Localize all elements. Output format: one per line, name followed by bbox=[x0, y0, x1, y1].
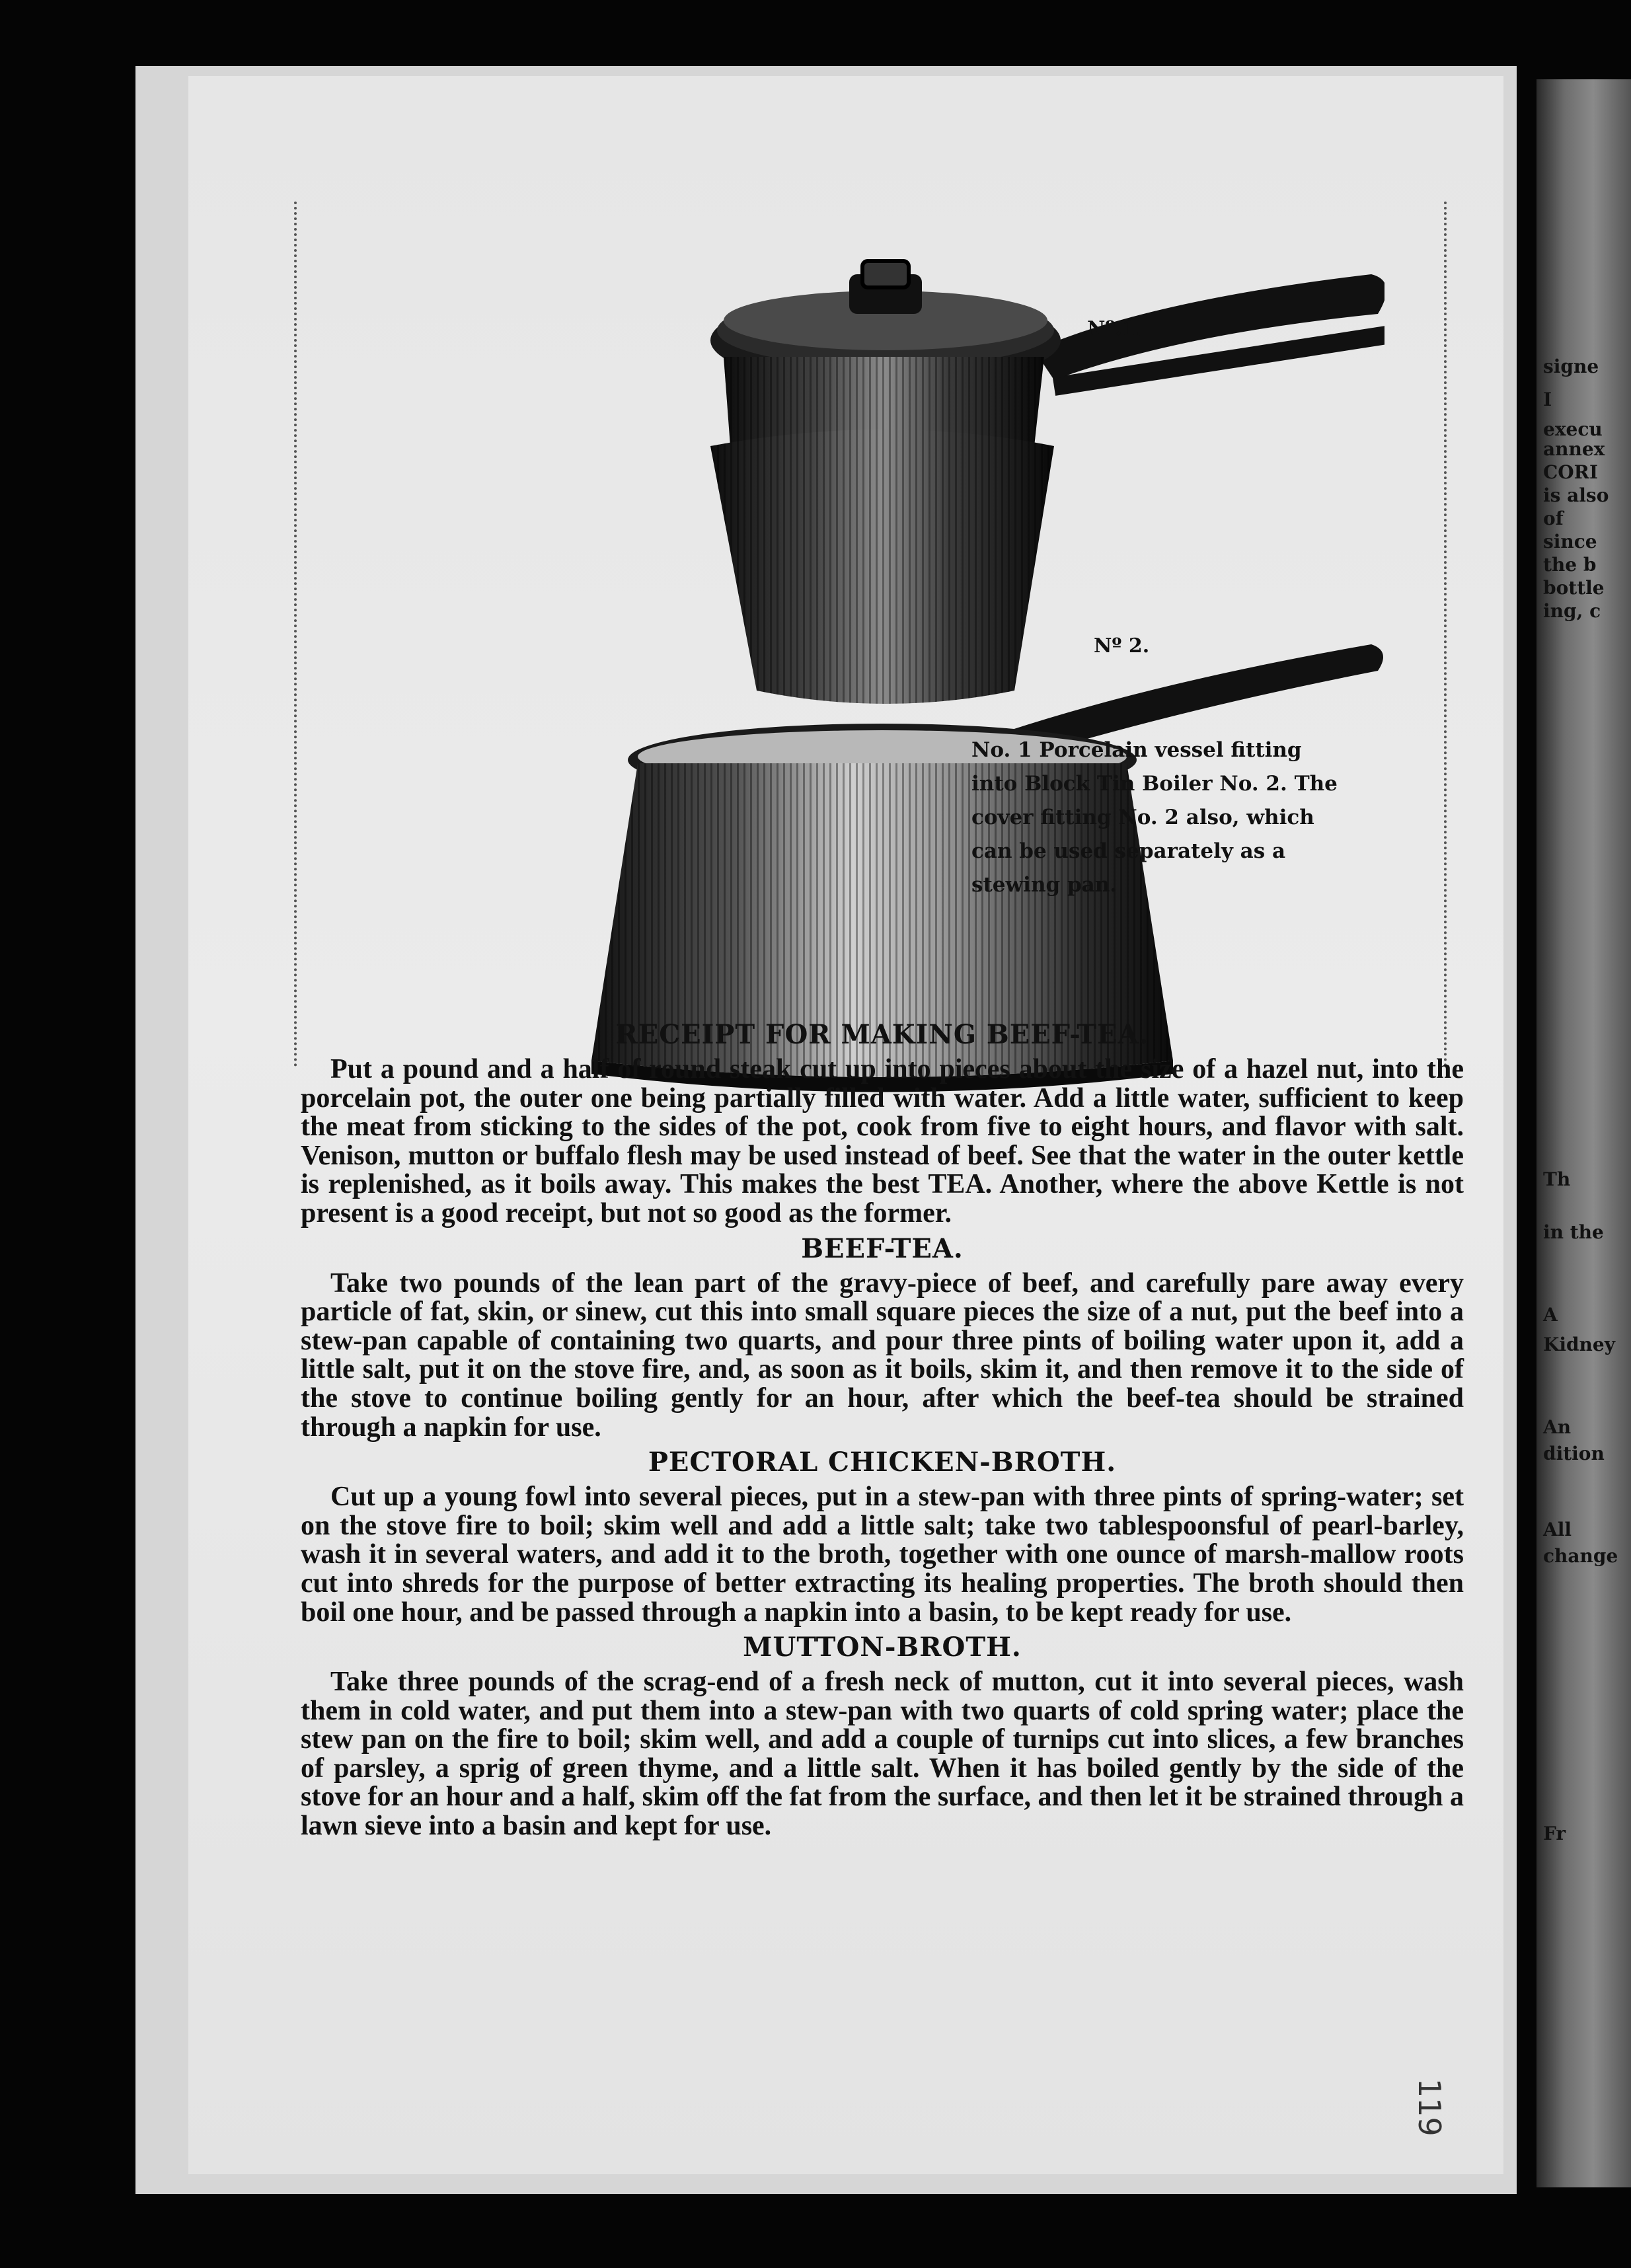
section-receipt-beef-tea bbox=[301, 1014, 1464, 1228]
facing-page-fragment: I bbox=[1543, 389, 1552, 410]
facing-page-fragment: A bbox=[1543, 1304, 1558, 1326]
section-heading: PECTORAL CHICKEN-BROTH. bbox=[648, 1447, 1117, 1478]
facing-page-fragment: Kidney bbox=[1543, 1334, 1615, 1355]
section-text: Take two pounds of the lean part of the gravy-piece of beef, and carefully pare away every particle of fat, skin, or sinew, cut this into small square pieces the size of a nut, put the beef into a stew-pan capable of containing two quarts, and pour three pints of boiling water upon it, add a little salt, put it on the stove fire, and, as soon as it boils, skim it, and then remove it to the side of the stove to continue boiling gently for an hour, after which the beef-tea should be strained through a napkin for use. bbox=[301, 1267, 1464, 1443]
section-mutton-broth bbox=[301, 1627, 1464, 1841]
facing-page-fragment: dition bbox=[1543, 1443, 1605, 1464]
illustration-caption: No. 1 Porcelain vessel fitting into Block Tin Boiler No. 2. The cover fitting No. 2 also, which can be used separately as a stewing pan. bbox=[971, 738, 1338, 897]
margin-page-note: 119 bbox=[1412, 2078, 1447, 2136]
section-beef-tea bbox=[301, 1228, 1464, 1443]
facing-page-fragment: Th bbox=[1543, 1168, 1571, 1190]
section-text: Put a pound and a half of round steak cut up into pieces about the size of a hazel nut, into the porcelain pot, the outer one being partially filled with water. Add a little water, sufficient to keep the meat from sticking to the sides of the pot, cook from five to eight hours, and flavor with salt. Venison, mutton or buffalo flesh may be used instead of beef. See that the water in the outer kettle is replenished, as it boils away. This makes the best TEA. Another, where the above Kettle is not present is a good receipt, but not so good as the former. bbox=[301, 1054, 1464, 1228]
facing-page-fragment: execu bbox=[1543, 418, 1603, 440]
facing-page-fragment: ing, c bbox=[1543, 600, 1601, 622]
facing-page bbox=[1536, 79, 1631, 2187]
dotted-border-left bbox=[294, 202, 297, 1067]
label-no2: Nº 2. bbox=[1094, 634, 1150, 658]
facing-page-fragment: in the bbox=[1543, 1221, 1604, 1243]
facing-page-fragment: since bbox=[1543, 531, 1597, 552]
facing-page-fragment: All bbox=[1543, 1519, 1572, 1540]
recipe-body bbox=[301, 1014, 1464, 1841]
dotted-border-right bbox=[1444, 202, 1447, 1067]
facing-page-fragment: of bbox=[1543, 508, 1564, 529]
facing-page-fragment: change bbox=[1543, 1545, 1618, 1567]
vessel-no1 bbox=[710, 195, 1384, 704]
section-pectoral-chicken-broth bbox=[301, 1442, 1464, 1627]
facing-page-fragment: CORI bbox=[1543, 461, 1599, 483]
facing-page-fragment: bottle bbox=[1543, 577, 1605, 599]
facing-page-fragment: is also bbox=[1543, 484, 1609, 506]
facing-page-fragment: signe bbox=[1543, 356, 1599, 377]
facing-page-fragment: the b bbox=[1543, 554, 1597, 576]
section-heading: RECEIPT FOR MAKING BEEF-TEA. bbox=[615, 1019, 1149, 1050]
facing-page-fragment: annex bbox=[1543, 438, 1605, 460]
section-heading: MUTTON-BROTH. bbox=[743, 1632, 1022, 1663]
section-text: Cut up a young fowl into several pieces, put in a stew-pan with three pints of spring-water; set on the stove fire to boil; skim well and add a little salt; take two tablespoonsful of pearl-barley, wash it in several waters, and add it to the broth, together with one ounce of marsh-mallow roots cut into shreds for the purpose of better extracting its healing properties. The broth should then boil one hour, and be passed through a napkin into a basin, to be kept ready for use. bbox=[301, 1482, 1464, 1628]
book-page bbox=[188, 76, 1503, 2174]
double-boiler-illustration bbox=[446, 195, 1384, 1120]
section-heading: BEEF-TEA. bbox=[801, 1232, 964, 1264]
facing-page-fragment: An bbox=[1543, 1416, 1572, 1438]
facing-page-fragment: Fr bbox=[1543, 1823, 1566, 1844]
section-text: Take three pounds of the scrag-end of a fresh neck of mutton, cut it into several pieces, wash them in cold water, and put them into a stew-pan with two quarts of cold spring water; place the stew pan on the fire to boil; skim well, and add a couple of turnips cut into slices, a few branches of parsley, a sprig of green thyme, and a little salt. When it has boiled gently by the side of the stove for an hour and a half, skim off the fat from the surface, and then let it be strained through a lawn sieve into a basin and kept for use. bbox=[301, 1667, 1464, 1842]
label-no1: Nº.1. bbox=[1087, 317, 1143, 340]
